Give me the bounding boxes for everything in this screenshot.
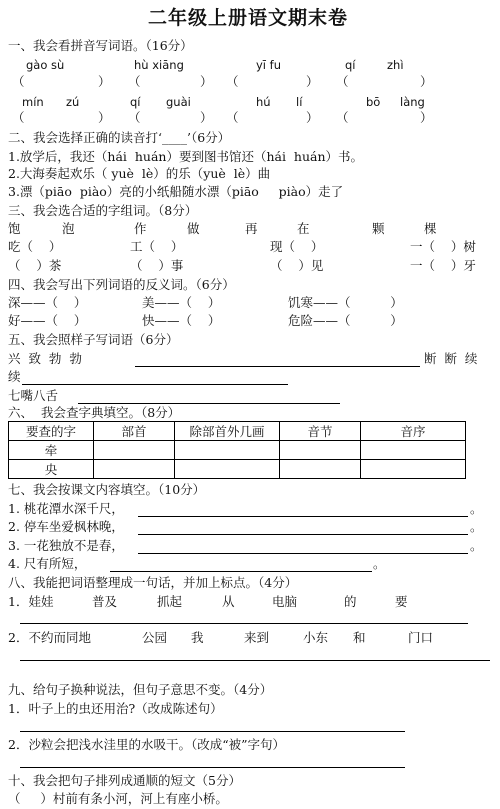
table-row	[9, 460, 466, 479]
q2-line: 2.大海奏起欢乐（ yuè lè）的乐（yuè lè）曲	[8, 166, 271, 181]
q8-word: 公园	[142, 630, 168, 645]
period: 。	[470, 538, 483, 553]
answer-line[interactable]	[135, 366, 420, 367]
answer-line[interactable]	[138, 516, 468, 517]
q9-line: 2．沙粒会把浅水洼里的水吸干。（改成“被”字句）	[8, 737, 285, 752]
q8-word: 普及	[92, 594, 118, 609]
paren: ）	[200, 110, 213, 125]
answer-line[interactable]	[110, 571, 372, 572]
answer-line[interactable]	[20, 731, 405, 732]
q7-line: 1. 桃花潭水深千尺，	[8, 501, 124, 516]
q10-heading: 十、我会把句子排列成通顺的短文（5分）	[8, 773, 241, 788]
answer-line[interactable]	[138, 534, 468, 535]
table-cell[interactable]	[175, 441, 280, 460]
q5-example: 断 断 续	[424, 351, 478, 366]
table-header: 要查的字	[9, 422, 94, 441]
q9-line: 1．叶子上的虫还用治?（改成陈述句）	[8, 701, 223, 716]
q4-item: 饥寒——（ ）	[288, 295, 403, 310]
q8-word: 抓起	[157, 594, 183, 609]
q8-word: 和	[353, 630, 366, 645]
paren: ）	[98, 74, 111, 89]
paren: （	[226, 74, 239, 89]
q4-item: 深——（ ）	[8, 295, 87, 310]
period: 。	[470, 501, 483, 516]
pinyin: yī fu	[256, 58, 281, 72]
q2-heading: 二、我会选择正确的读音打‘____’（6分）	[8, 130, 231, 145]
q8-word: 电脑	[272, 594, 298, 609]
q8-word: 小东	[303, 630, 329, 645]
table-cell[interactable]	[94, 441, 175, 460]
q8-word: 来到	[244, 630, 270, 645]
pinyin: zú	[66, 95, 80, 109]
paren: （	[128, 110, 141, 125]
q7-heading: 七、我会按课文内容填空。（10分）	[8, 482, 206, 497]
q3-blank: 一（ ）树	[410, 239, 476, 254]
paren: （	[226, 110, 239, 125]
q2-line: 3.漂（piāo piào）亮的小纸船随水漂（piāo piào）走了	[8, 184, 344, 199]
answer-line[interactable]	[78, 403, 340, 404]
dictionary-table	[8, 421, 466, 479]
q4-item: 快——（ ）	[142, 313, 221, 328]
paren: ）	[200, 74, 213, 89]
q9-heading: 九、给句子换种说法，但句子意思不变。（4分）	[8, 682, 273, 697]
q3-blank: 工（ ）	[130, 239, 184, 254]
pinyin: lí	[296, 95, 303, 109]
q3-char: 棵	[424, 221, 437, 236]
q5-example: 续	[8, 369, 21, 384]
q4-item: 危险——（ ）	[288, 313, 403, 328]
q3-char: 在	[297, 221, 310, 236]
period: 。	[470, 519, 483, 534]
paren: ）	[306, 110, 319, 125]
q4-item: 美——（ ）	[142, 295, 221, 310]
q5-heading: 五、我会照样子写词语（6分）	[8, 332, 179, 347]
paren: ）	[420, 110, 433, 125]
q3-char: 颗	[372, 221, 385, 236]
q8-word: 的	[344, 594, 357, 609]
answer-line[interactable]	[20, 767, 405, 768]
q8-word: 门口	[408, 630, 434, 645]
q3-blank: （ ）茶	[8, 258, 62, 273]
paren: （	[336, 110, 349, 125]
paren: ）	[98, 110, 111, 125]
pinyin: qí	[130, 95, 141, 109]
period: 。	[373, 556, 386, 571]
paren: ）	[420, 74, 433, 89]
table-row	[9, 441, 466, 460]
q3-char: 再	[245, 221, 258, 236]
table-cell[interactable]	[94, 460, 175, 479]
q5-example: 七嘴八舌	[8, 388, 59, 403]
q8-word: 2．不约而同地	[8, 630, 91, 645]
q8-word: 1．娃娃	[8, 594, 54, 609]
q3-blank: （ ）见	[270, 258, 324, 273]
q8-heading: 八、我能把词语整理成一句话，并加上标点。（4分）	[8, 575, 298, 590]
q3-char: 泡	[62, 221, 75, 236]
paren: ）	[306, 74, 319, 89]
q10-line: （ ）村前有条小河，河上有座小桥。	[8, 791, 228, 806]
page-title: 二年级上册语文期末卷	[148, 7, 349, 29]
q3-blank: 现（ ）	[270, 239, 324, 254]
paren: （	[128, 74, 141, 89]
pinyin: guài	[166, 95, 191, 109]
q7-line: 4. 尺有所短，	[8, 556, 87, 571]
answer-line[interactable]	[22, 384, 288, 385]
q3-blank: （ ）事	[130, 258, 184, 273]
pinyin: zhì	[387, 58, 404, 72]
table-cell[interactable]	[175, 460, 280, 479]
q3-char: 做	[187, 221, 200, 236]
q6-heading: 六、 我会查字典填空。（8分）	[8, 405, 181, 420]
q3-char: 作	[134, 221, 147, 236]
paren: （	[336, 74, 349, 89]
q4-heading: 四、我会写出下列词语的反义词。（6分）	[8, 277, 235, 292]
q4-item: 好——（ ）	[8, 313, 87, 328]
pinyin: làng	[400, 95, 425, 109]
pinyin: bō	[366, 95, 381, 109]
table-cell-char: 央	[9, 460, 94, 479]
answer-line[interactable]	[138, 553, 468, 554]
q7-line: 2. 停车坐爱枫林晚，	[8, 519, 124, 534]
paren: （	[12, 74, 25, 89]
q3-char: 饱	[8, 221, 21, 236]
q8-word: 要	[395, 594, 408, 609]
paren: （	[12, 110, 25, 125]
table-cell[interactable]	[280, 460, 361, 479]
q7-line: 3. 一花独放不是春，	[8, 538, 124, 553]
table-header: 除部首外几画	[175, 422, 280, 441]
q3-blank: 吃（ ）	[8, 239, 62, 254]
pinyin: hù xiāng	[134, 58, 184, 72]
table-cell[interactable]	[361, 460, 466, 479]
pinyin: mín	[22, 95, 44, 109]
q3-heading: 三、我会选合适的字组词。（8分）	[8, 203, 198, 218]
table-header: 音序	[361, 422, 466, 441]
pinyin: hú	[256, 95, 271, 109]
table-cell[interactable]	[280, 441, 361, 460]
pinyin: qí	[345, 58, 356, 72]
q1-heading: 一、我会看拼音写词语。（16分）	[8, 38, 193, 53]
q8-word: 我	[191, 630, 204, 645]
q5-example: 兴 致 勃 勃	[8, 351, 82, 366]
answer-line[interactable]	[20, 623, 468, 624]
table-header: 音节	[280, 422, 361, 441]
table-header: 部首	[94, 422, 175, 441]
pinyin: gào sù	[26, 58, 65, 72]
q3-blank: 一（ ）牙	[410, 258, 476, 273]
q2-line: 1.放学后，我还（hái huán）要到图书馆还（hái huán）书。	[8, 149, 364, 164]
q8-word: 从	[222, 594, 235, 609]
answer-line[interactable]	[20, 660, 490, 661]
table-header-row	[9, 422, 466, 441]
table-cell-char: 牵	[9, 441, 94, 460]
table-cell[interactable]	[361, 441, 466, 460]
